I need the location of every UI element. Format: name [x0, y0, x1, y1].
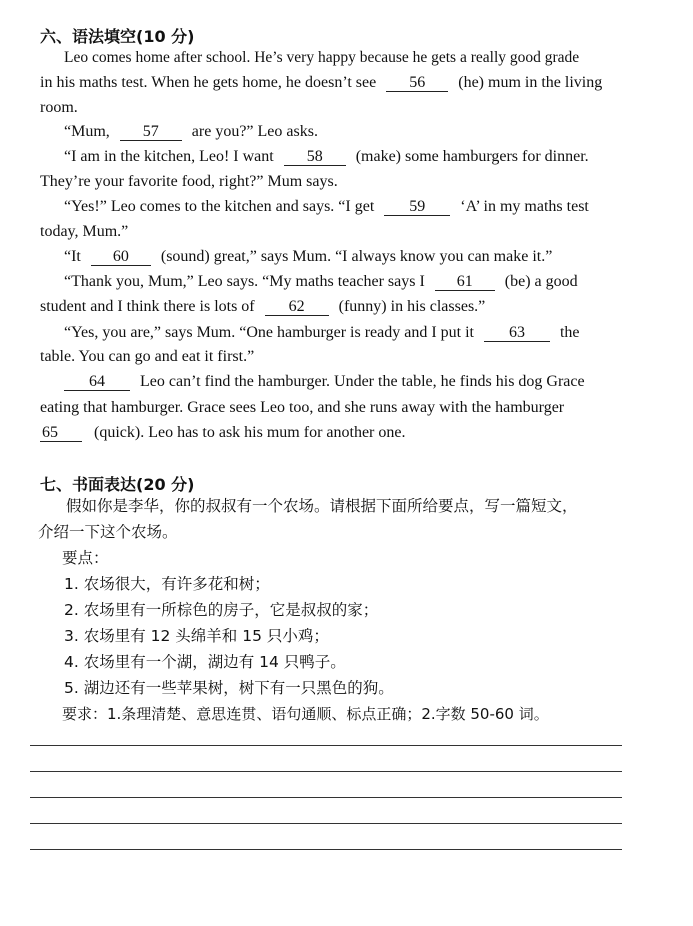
p8-text-3: (quick). Leo has to ask his mum for another one. — [94, 424, 406, 441]
p1-text2b: (he) mum in the living — [458, 74, 603, 91]
p6-line2 — [40, 297, 485, 317]
point-item: 1. 农场很大，有许多花和树； — [64, 575, 270, 593]
writing-intro-line1: 假如你是李华，你的叔叔有一个农场。请根据下面所给要点，写一篇短文， — [66, 497, 578, 515]
p7-text-b: the — [559, 324, 580, 341]
p3-line2 — [40, 172, 338, 192]
blank-60[interactable]: 60 — [91, 249, 151, 266]
section6-title: 六、语法填空(10 分) — [40, 27, 195, 46]
p1-line3 — [40, 98, 78, 118]
p1-text1: Leo comes home after school. He’s very happy because he gets a really good grade — [64, 49, 580, 66]
p7-line1 — [64, 323, 580, 343]
p4-line2 — [40, 222, 128, 242]
p1-line2 — [40, 73, 602, 93]
p7-text-2: table. You can go and eat it first.” — [40, 348, 255, 365]
blank-57[interactable]: 57 — [120, 124, 182, 141]
p4-line1 — [64, 197, 589, 217]
p3-text-2: They’re your favorite food, right?” Mum says. — [40, 173, 338, 190]
p1-text2a: in his maths test. When he gets home, he doesn’t see — [40, 74, 377, 91]
p5-text-b: (sound) great,” says Mum. “I always know you can make it.” — [160, 248, 553, 265]
writing-requirements: 要求：1.条理清楚、意思连贯、语句通顺、标点正确；2.字数 50-60 词。 — [62, 705, 549, 723]
p6-line1 — [64, 272, 578, 292]
writing-line[interactable] — [30, 823, 622, 824]
p1-line1 — [64, 48, 579, 68]
p2-text-b: are you?” Leo asks. — [191, 123, 318, 140]
p6-text-2b: (funny) in his classes.” — [338, 298, 486, 315]
blank-56[interactable]: 56 — [386, 75, 448, 92]
p6-text-b: (be) a good — [504, 273, 578, 290]
blank-58[interactable]: 58 — [284, 149, 346, 166]
p3-text-b: (make) some hamburgers for dinner. — [355, 148, 589, 165]
blank-62[interactable]: 62 — [265, 299, 329, 316]
blank-59[interactable]: 59 — [384, 199, 450, 216]
p4-text-b: ‘A’ in my maths test — [460, 198, 589, 215]
p4-text-2: today, Mum.” — [40, 223, 129, 240]
p7-line2 — [40, 347, 254, 367]
point-item: 5. 湖边还有一些苹果树，树下有一只黑色的狗。 — [64, 679, 394, 697]
section7-title: 七、书面表达(20 分) — [40, 475, 195, 494]
point-item: 2. 农场里有一所棕色的房子，它是叔叔的家； — [64, 601, 379, 619]
p8-line1 — [64, 372, 585, 392]
writing-line[interactable] — [30, 745, 622, 746]
p8-text-2: eating that hamburger. Grace sees Leo too, and she runs away with the hamburger — [40, 399, 565, 416]
blank-61[interactable]: 61 — [435, 274, 495, 291]
writing-intro-line2: 介绍一下这个农场。 — [38, 523, 178, 541]
p8-line2 — [40, 398, 564, 418]
p2-line1 — [64, 122, 318, 142]
p8-text-a: Leo can’t find the hamburger. Under the table, he finds his dog Grace — [140, 373, 585, 390]
p5-line1 — [64, 247, 552, 267]
p3-line1 — [64, 147, 589, 167]
p7-text-a: “Yes, you are,” says Mum. “One hamburger is ready and I put it — [64, 324, 474, 341]
p5-text-a: “It — [64, 248, 81, 265]
writing-line[interactable] — [30, 771, 622, 772]
p8-line3 — [40, 423, 405, 443]
blank-64[interactable]: 64 — [64, 374, 130, 391]
blank-65[interactable]: 65 — [40, 425, 82, 442]
p2-text-a: “Mum, — [64, 123, 110, 140]
p1-text3: room. — [40, 99, 78, 116]
p6-text-a: “Thank you, Mum,” Leo says. “My maths teacher says I — [64, 273, 425, 290]
writing-line[interactable] — [30, 849, 622, 850]
point-item: 4. 农场里有一个湖，湖边有 14 只鸭子。 — [64, 653, 346, 671]
writing-line[interactable] — [30, 797, 622, 798]
p3-text-a: “I am in the kitchen, Leo! I want — [64, 148, 274, 165]
blank-63[interactable]: 63 — [484, 325, 550, 342]
p4-text-a: “Yes!” Leo comes to the kitchen and says. “I get — [64, 198, 375, 215]
point-item: 3. 农场里有 12 头绵羊和 15 只小鸡； — [64, 627, 329, 645]
p6-text-2a: student and I think there is lots of — [40, 298, 255, 315]
points-label: 要点： — [62, 549, 109, 567]
